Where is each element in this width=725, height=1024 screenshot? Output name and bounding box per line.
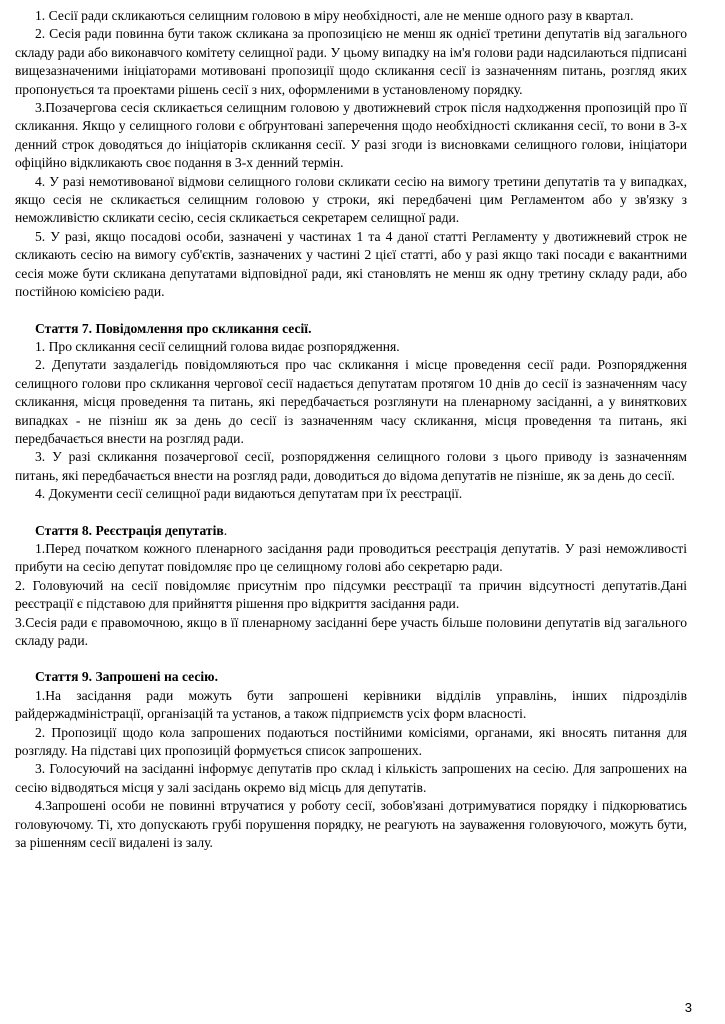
intro-paragraph-5: 5. У разі, якщо посадові особи, зазначені у частинах 1 та 4 даної статті Регламенту у двотижневий строк не скликають сесію на вимогу суб'єктів, зазначених у частині 2 цієї статті, або у разі якщо такі посади є вакантними сесія може бути скликана депутатами відповідної ради, які становлять не менш як одну третину складу ради, або постійною комісією ради.	[15, 228, 687, 300]
document-page	[15, 7, 687, 852]
article-7-paragraph-1: 1. Про скликання сесії селищний голова видає розпорядження.	[35, 338, 400, 354]
article-8-title-tail: .	[223, 522, 228, 538]
article-9-heading: Стаття 9. Запрошені на сесію.	[35, 669, 218, 685]
page-number: 3	[684, 1000, 692, 1015]
intro-paragraph-2: 2. Сесія ради повинна бути також скликана за пропозицією не менш як однієї третини депутатів від загального складу ради або виконавчого комітету селищної ради. У цьому випадку на ім'я голови ради надсилаються підписані вищезазначеними ініціаторами мотивовані пропозиції щодо скликання сесії із зазначенням питань, розгляд яких пропонується та проектами рішень сесії з них, оформленими в установленому порядку.	[15, 26, 687, 97]
article-7-heading: Стаття 7. Повідомлення про скликання сесії.	[35, 320, 312, 336]
article-9-paragraph-4: 4.Запрошені особи не повинні втручатися у роботу сесії, зобов'язані дотримуватися порядку і підкорюватись головуючому. Ті, хто допускають грубі порушення порядку, не реагують на зауваження головуючого, можуть бути, за рішенням сесії видалені із залу.	[15, 798, 687, 851]
article-8-paragraph-3: 3.Сесія ради є правомочною, якщо в її пленарному засіданні бере участь більше половини депутатів від загального складу ради.	[15, 614, 687, 648]
article-9-paragraph-3: 3. Голосуючий на засіданні інформує депутатів про склад і кількість запрошених на сесію. Для запрошених на сесію відводяться місця у залі засідань окремо від місць для депутатів.	[15, 761, 687, 795]
spacer	[15, 302, 687, 320]
intro-paragraph-1: 1. Сесії ради скликаються селищним головою в міру необхідності, але не менше одного разу в квартал.	[35, 8, 634, 23]
article-8-heading	[15, 522, 687, 540]
spacer	[15, 650, 687, 668]
article-8-paragraph-1: 1.Перед початком кожного пленарного засідання ради проводиться реєстрація депутатів. У разі неможливості прибути на сесію депутат повідомляє про це селищному голові або секретарю ради.	[15, 540, 687, 575]
article-7-paragraph-4: 4. Документи сесії селищної ради видаються депутатам при їх реєстрації.	[35, 486, 463, 502]
article-9-paragraph-2: 2. Пропозиції щодо кола запрошених подаються постійними комісіями, органами, які вносять питання для розгляду. На підставі цих пропозицій формується список запрошених.	[15, 724, 687, 759]
article-7-paragraph-3: 3. У разі скликання позачергової сесії, розпорядження селищного голови з цього приводу із зазначенням питань, які передбачається внести на розгляд ради, доводиться до відома депутатів не пізніше, як за день до сесії.	[15, 449, 687, 483]
article-7-paragraph-2: 2. Депутати заздалегідь повідомляються про час скликання і місце проведення сесії ради. Розпорядження селищного голови про скликання чергової сесії надається депутатам протягом 10 днів до сесії із зазначенням часу скликання, місця проведення та питань, які передбачається розглянути на пленарному засіданні, а у виняткових випадках - не пізніш як за день до сесії із зазначенням часу скликання, місця проведення та питань, які передбачається внести на розгляд ради.	[15, 357, 687, 446]
intro-paragraph-4: 4. У разі немотивованої відмови селищного голови скликати сесію на вимогу третини депутатів та у випадках, якщо сесія не скликається селищним головою у строки, які передбачені цим Регламентом або у зв'язку з неможливістю скликати сесію, сесія скликається секретарем селищної ради.	[15, 173, 687, 226]
article-9-paragraph-1: 1.На засідання ради можуть бути запрошені керівники відділів управлінь, інших підрозділів райдержадміністрації, організацій та установ, а також підприємств усіх форм власності.	[15, 687, 687, 722]
article-8-title: Стаття 8. Реєстрація депутатів	[35, 522, 224, 538]
spacer	[15, 504, 687, 522]
intro-paragraph-3: 3.Позачергова сесія скликається селищним головою у двотижневий строк після надходження пропозицій про її скликання. Якщо у селищного голови є обґрунтовані заперечення щодо необхідності скликання сесії, то вони в 3-х денний строк доводяться до ініціаторів скликання сесії. У разі згоди із висновками селищного голови, ініціатори офіційно відкликають своє подання в 3-х денний термін.	[15, 100, 687, 171]
article-8-paragraph-2: 2. Головуючий на сесії повідомляє присутнім про підсумки реєстрації та причин відсутності депутатів.Дані реєстрації є підставою для прийняття рішення про відкриття засідання ради.	[15, 577, 687, 612]
